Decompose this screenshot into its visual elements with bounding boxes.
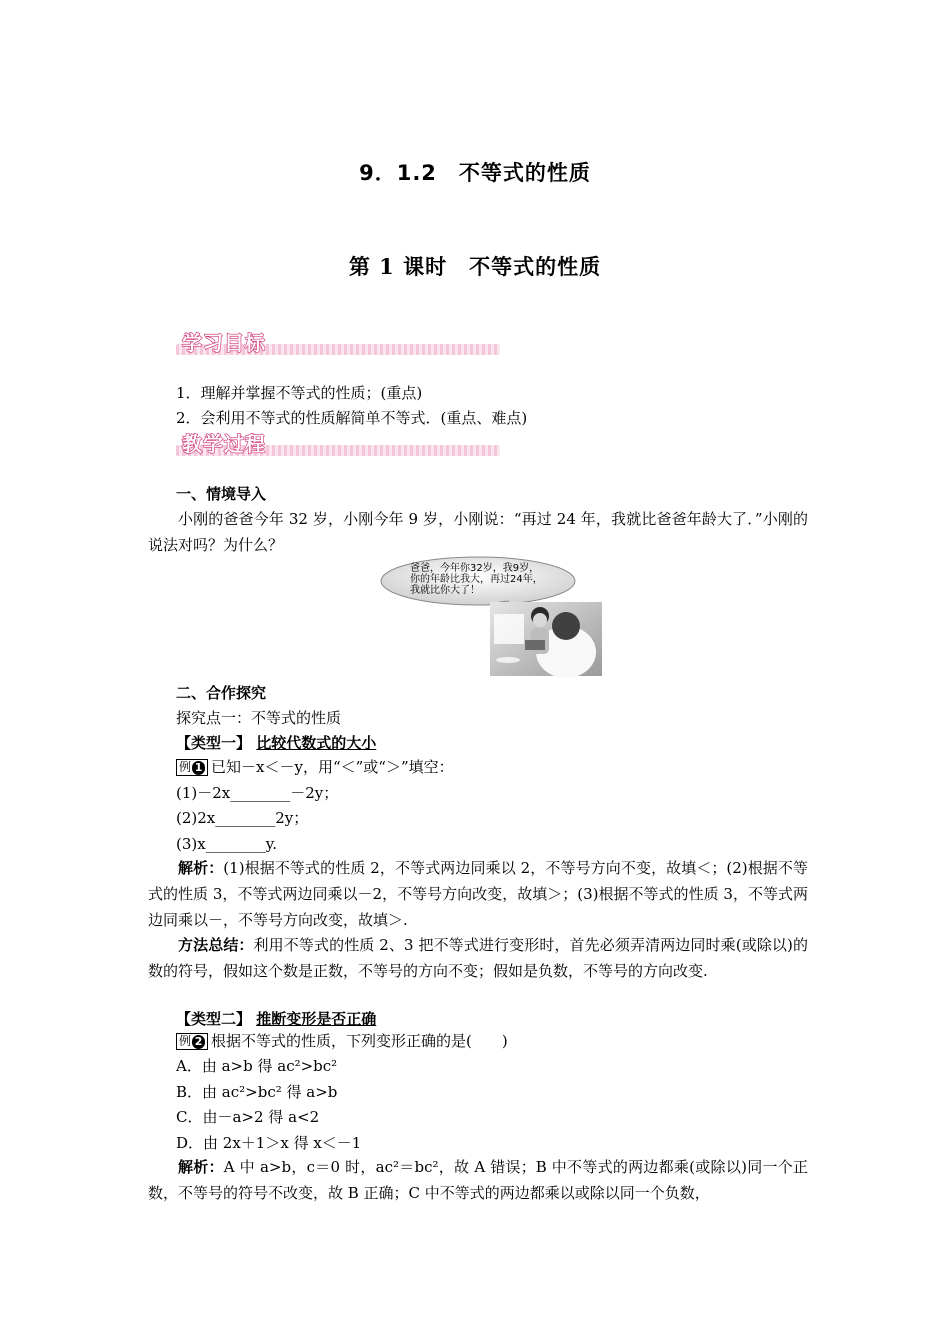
type-one-heading [176,733,376,753]
teaching-process-banner [176,432,500,458]
option-b: B．由 ac²>bc² 得 a>b [176,1083,338,1101]
type-two-heading [176,1009,376,1029]
option-a: A．由 a>b 得 ac²>bc² [176,1057,338,1075]
example-one-analysis: 解析：(1)根据不等式的性质 2，不等式两边同乘以 2，不等号方向不变，故填＜；(2)根据不等式的性质 3，不等式两边同乘以－2，不等号方向改变，故填＞；(3)根据不等式的性质 3，不等式两边同乘以－，不等号方向改变，故填＞. [148,859,808,929]
example-two-analysis: 解析：A 中 a>b，c＝0 时，ac²＝bc²，故 A 错误；B 中不等式的两边都乘(或除以)同一个正数，不等号的符号不改变，故 B 正确；C 中不等式的两边都乘以或除以同一个负数， [148,1158,808,1202]
type-two-tag: 【类型二】 [176,1010,252,1028]
goal-item: 1．理解并掌握不等式的性质；(重点) [176,384,423,402]
intro-paragraph: 小刚的爸爸今年 32 岁，小刚今年 9 岁，小刚说：“再过 24 年，我就比爸爸年龄大了．”小刚的说法对吗？为什么？ [148,510,808,554]
type-one-title: 比较代数式的大小 [256,734,377,752]
option-c: C．由－a>2 得 a<2 [176,1108,320,1126]
method-summary: 方法总结：利用不等式的性质 2、3 把不等式进行变形时，首先必须弄清两边同时乘(或除以)的数的符号，假如这个数是正数，不等号的方向不变；假如是负数，不等号的方向改变. [148,936,808,980]
example-two-stem: 例 2 根据不等式的性质，下列变形正确的是( ) [176,1031,508,1051]
explore-point: 探究点一：不等式的性质 [176,709,342,727]
example-badge: 例 1 [176,759,208,776]
type-one-tag: 【类型一】 [176,734,252,752]
example-badge: 例 2 [176,1033,208,1050]
option-d: D．由 2x＋1＞x 得 x＜－1 [176,1134,362,1152]
section-heading-explore: 二、合作探究 [176,684,267,702]
learning-goals-label: 学习目标 [182,331,266,355]
goal-item: 2．会利用不等式的性质解简单不等式．(重点、难点) [176,409,528,427]
teaching-process-label: 教学过程 [182,432,266,456]
example-one-item: (3)x________y. [176,835,277,853]
example-one-item: (2)2x________2y； [176,809,309,827]
speech-bubble-text: 爸爸，今年你32岁，我9岁， 你的年龄比我大，再过24年， 我就比你大了！ [410,563,543,596]
scenario-illustration [380,556,604,678]
example-one-stem: 例 1 已知－x＜－y，用“＜”或“＞”填空： [176,757,454,777]
section-title: 9．1.2 不等式的性质 [359,161,591,185]
section-heading-intro: 一、情境导入 [176,485,267,503]
type-two-title: 推断变形是否正确 [256,1010,377,1028]
example-one-item: (1)－2x________－2y； [176,784,339,802]
learning-goals-banner [176,331,500,357]
lesson-title: 第 1 课时 不等式的性质 [348,254,602,279]
